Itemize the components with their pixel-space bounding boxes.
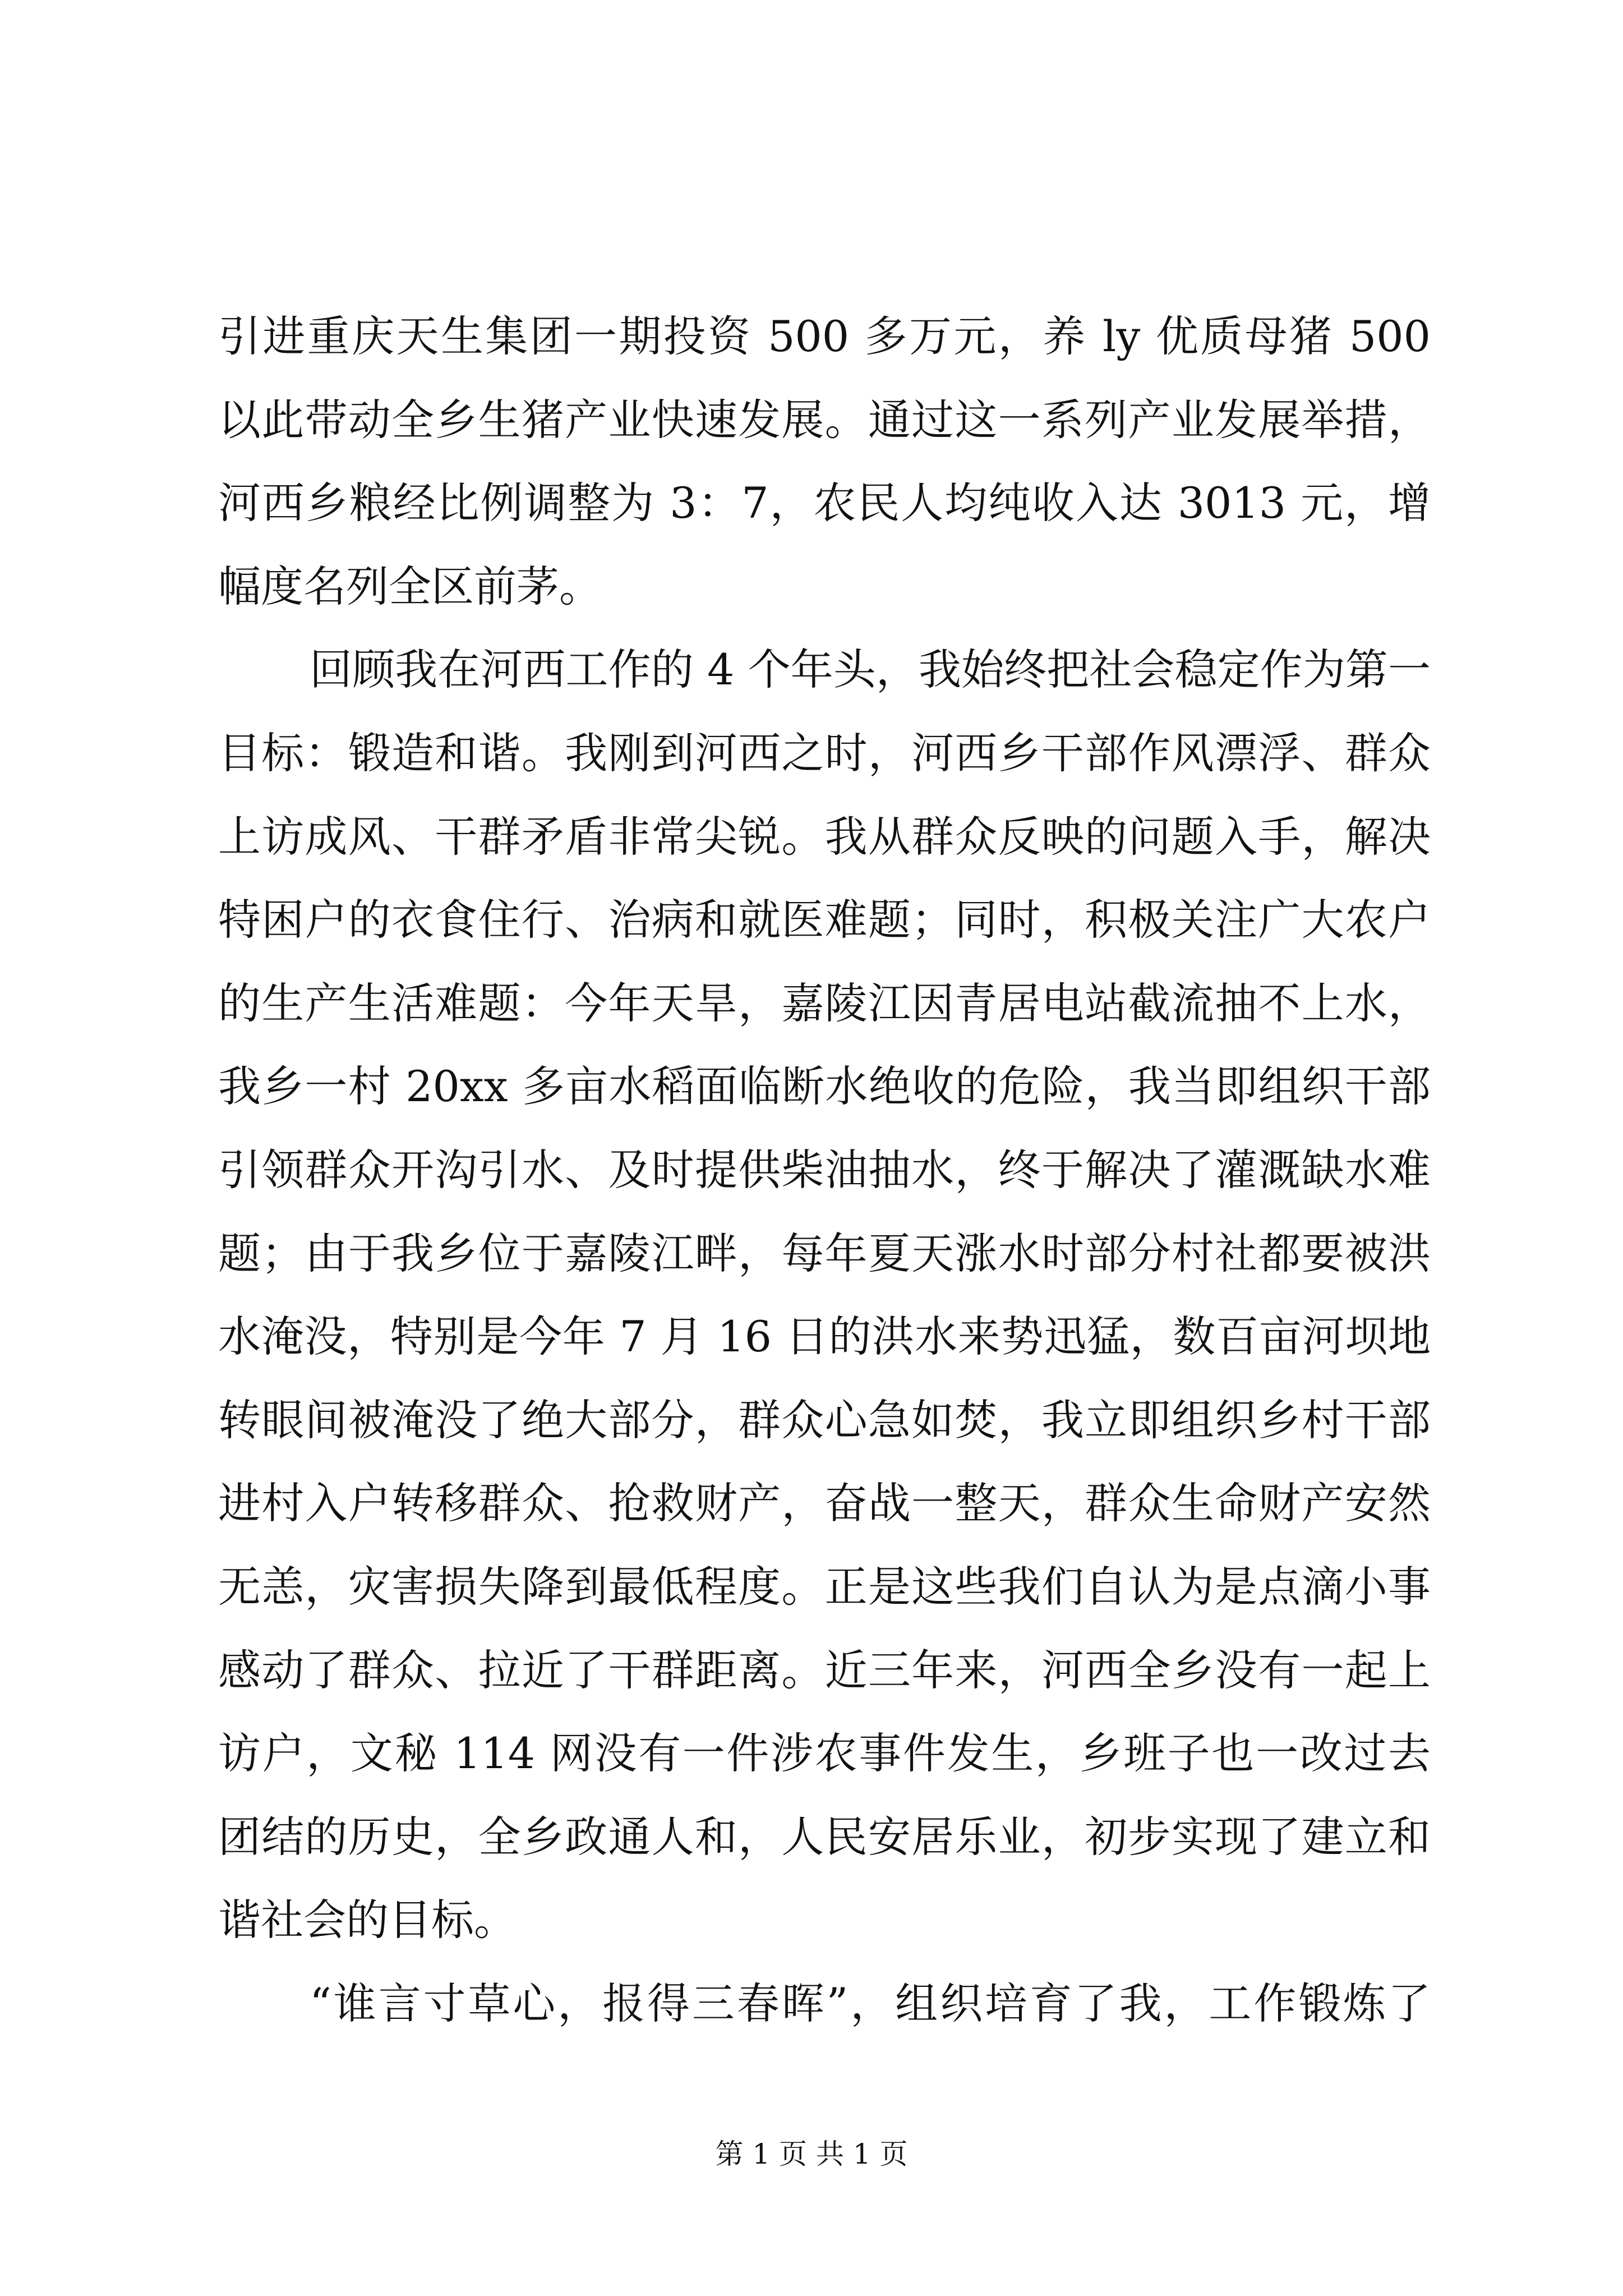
text-line: 水淹没，特别是今年 7 月 16 日的洪水来势迅猛，数百亩河坝地 [218, 1312, 1431, 1362]
text-line: 特困户的衣食住行、治病和就医难题；同时，积极关注广大农户 [218, 895, 1431, 945]
text-line: 感动了群众、拉近了干群距离。近三年来，河西全乡没有一起上 [218, 1645, 1431, 1695]
text-line: 引进重庆天生集团一期投资 500 多万元，养 ly 优质母猪 500 [218, 311, 1431, 361]
text-line: 题；由于我乡位于嘉陵江畔，每年夏天涨水时部分村社都要被洪 [218, 1228, 1431, 1278]
paragraph [218, 1962, 1431, 2046]
page-number-label: 第 1 页 共 1 页 [715, 2138, 908, 2170]
text-line: 进村入户转移群众、抢救财产，奋战一整天，群众生命财产安然 [218, 1478, 1431, 1529]
text-line: 访户，文秘 114 网没有一件涉农事件发生，乡班子也一改过去 [218, 1728, 1431, 1779]
text-line: 幅度名列全区前茅。 [218, 561, 602, 611]
text-line: 河西乡粮经比例调整为 3：7，农民人均纯收入达 3013 元，增 [218, 478, 1431, 528]
text-line: 的生产生活难题：今年天旱，嘉陵江因青居电站截流抽不上水， [218, 978, 1431, 1028]
text-line: 谐社会的目标。 [218, 1895, 517, 1945]
text-line: 目标：锻造和谐。我刚到河西之时，河西乡干部作风漂浮、群众 [218, 728, 1431, 778]
text-line: 以此带动全乡生猪产业快速发展。通过这一系列产业发展举措， [218, 394, 1431, 445]
text-line: 我乡一村 20xx 多亩水稻面临断水绝收的危险，我当即组织干部 [218, 1061, 1431, 1112]
text-line: 上访成风、干群矛盾非常尖锐。我从群众反映的问题入手，解决 [218, 811, 1431, 862]
text-line: 引领群众开沟引水、及时提供柴油抽水，终于解决了灌溉缺水难 [218, 1144, 1431, 1195]
paragraph [218, 628, 1431, 1962]
text-line: 无恙，灾害损失降到最低程度。正是这些我们自认为是点滴小事 [218, 1561, 1431, 1612]
paragraph [218, 295, 1431, 628]
document-body [218, 295, 1431, 2045]
text-line: 转眼间被淹没了绝大部分，群众心急如焚，我立即组织乡村干部 [218, 1395, 1431, 1445]
text-line: 团结的历史，全乡政通人和，人民安居乐业，初步实现了建立和 [218, 1811, 1431, 1862]
text-line: 回顾我在河西工作的 4 个年头，我始终把社会稳定作为第一 [310, 645, 1431, 695]
page-footer [0, 2134, 1623, 2174]
text-line: “谁言寸草心，报得三春晖”，组织培育了我，工作锻炼了 [310, 1978, 1431, 2028]
